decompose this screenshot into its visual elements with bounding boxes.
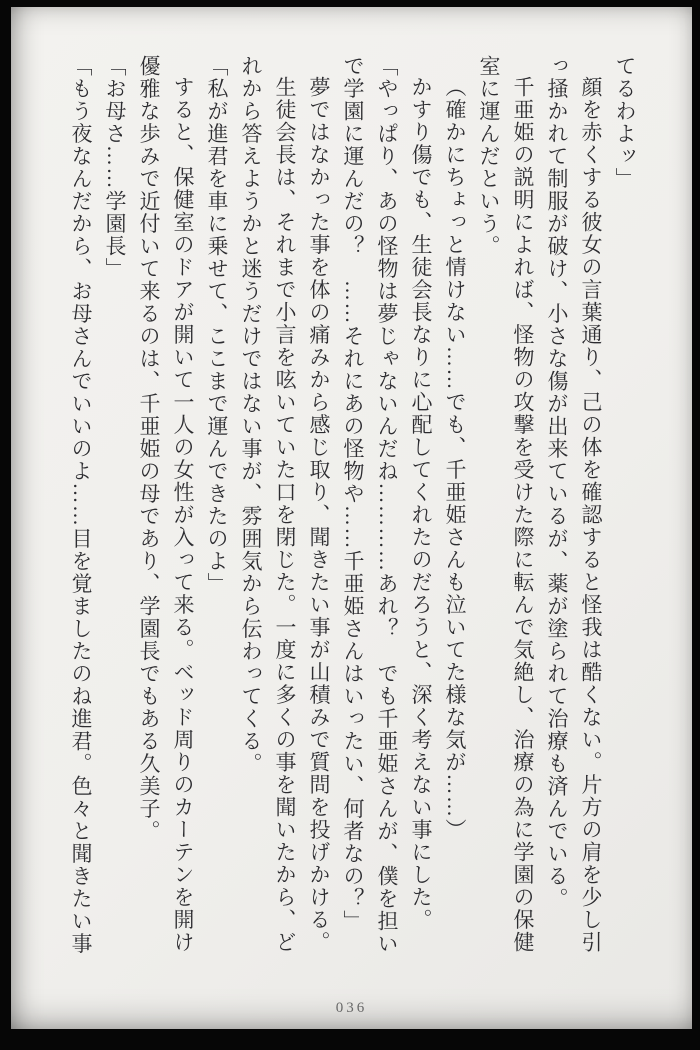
text-column: で学園に運んだの？ ……それにあの怪物や……千亜姫さんはいったい、何者なの？」 — [341, 55, 365, 933]
text-column: 「やっぱり、あの怪物は夢じゃないんだね…………あれ？ でも千亜姫さんが、僕を担い — [375, 55, 399, 955]
text-column: 生徒会長は、それまで小言を呟いていた口を閉じた。一度に多くの事を聞いたから、ど — [273, 76, 297, 954]
text-column: 夢ではなかった事を体の痛みから感じ取り、聞きたい事が山積みで質問を投げかける。 — [307, 76, 331, 954]
text-column: すると、保健室のドアが開いて一人の女性が入って来る。ベッド周りのカーテンを開け — [171, 76, 195, 954]
text-column: っ掻かれて制服が破け、小さな傷が出来ているが、薬が塗られて治療も済んでいる。 — [545, 55, 569, 910]
text-column: 千亜姫の説明によれば、怪物の攻撃を受けた際に転んで気絶し、治療の為に学園の保健 — [511, 76, 535, 954]
text-column: 顔を赤くする彼女の言葉通り、己の体を確認すると怪我は酷くない。片方の肩を少し引 — [579, 76, 603, 954]
vertical-text-block — [64, 55, 642, 997]
text-column: 「お母さ……学園長」 — [103, 55, 127, 280]
text-column: 室に運んだという。 — [477, 55, 501, 258]
text-column: かすり傷でも、生徒会長なりに心配してくれたのだろうと、深く考えない事にした。 — [409, 76, 433, 931]
page-number: 036 — [335, 1000, 368, 1016]
book-page — [11, 7, 692, 1029]
text-column: てるわよッ」 — [613, 55, 637, 190]
text-column: 優雅な歩みで近付いて来るのは、千亜姫の母であり、学園長でもある久美子。 — [137, 55, 161, 843]
text-column: れから答えようかと迷うだけではない事が、雰囲気から伝わってくる。 — [239, 55, 263, 775]
text-column: 「私が進君を車に乗せて、ここまで運んできたのよ」 — [205, 55, 229, 595]
text-column: 「もう夜なんだから、お母さんでいいのよ……目を覚ましたのね進君。色々と聞きたい事 — [69, 55, 93, 955]
text-column: （確かにちょっと情けない……でも、千亜姫さんも泣いてた様な気が……） — [443, 76, 467, 841]
